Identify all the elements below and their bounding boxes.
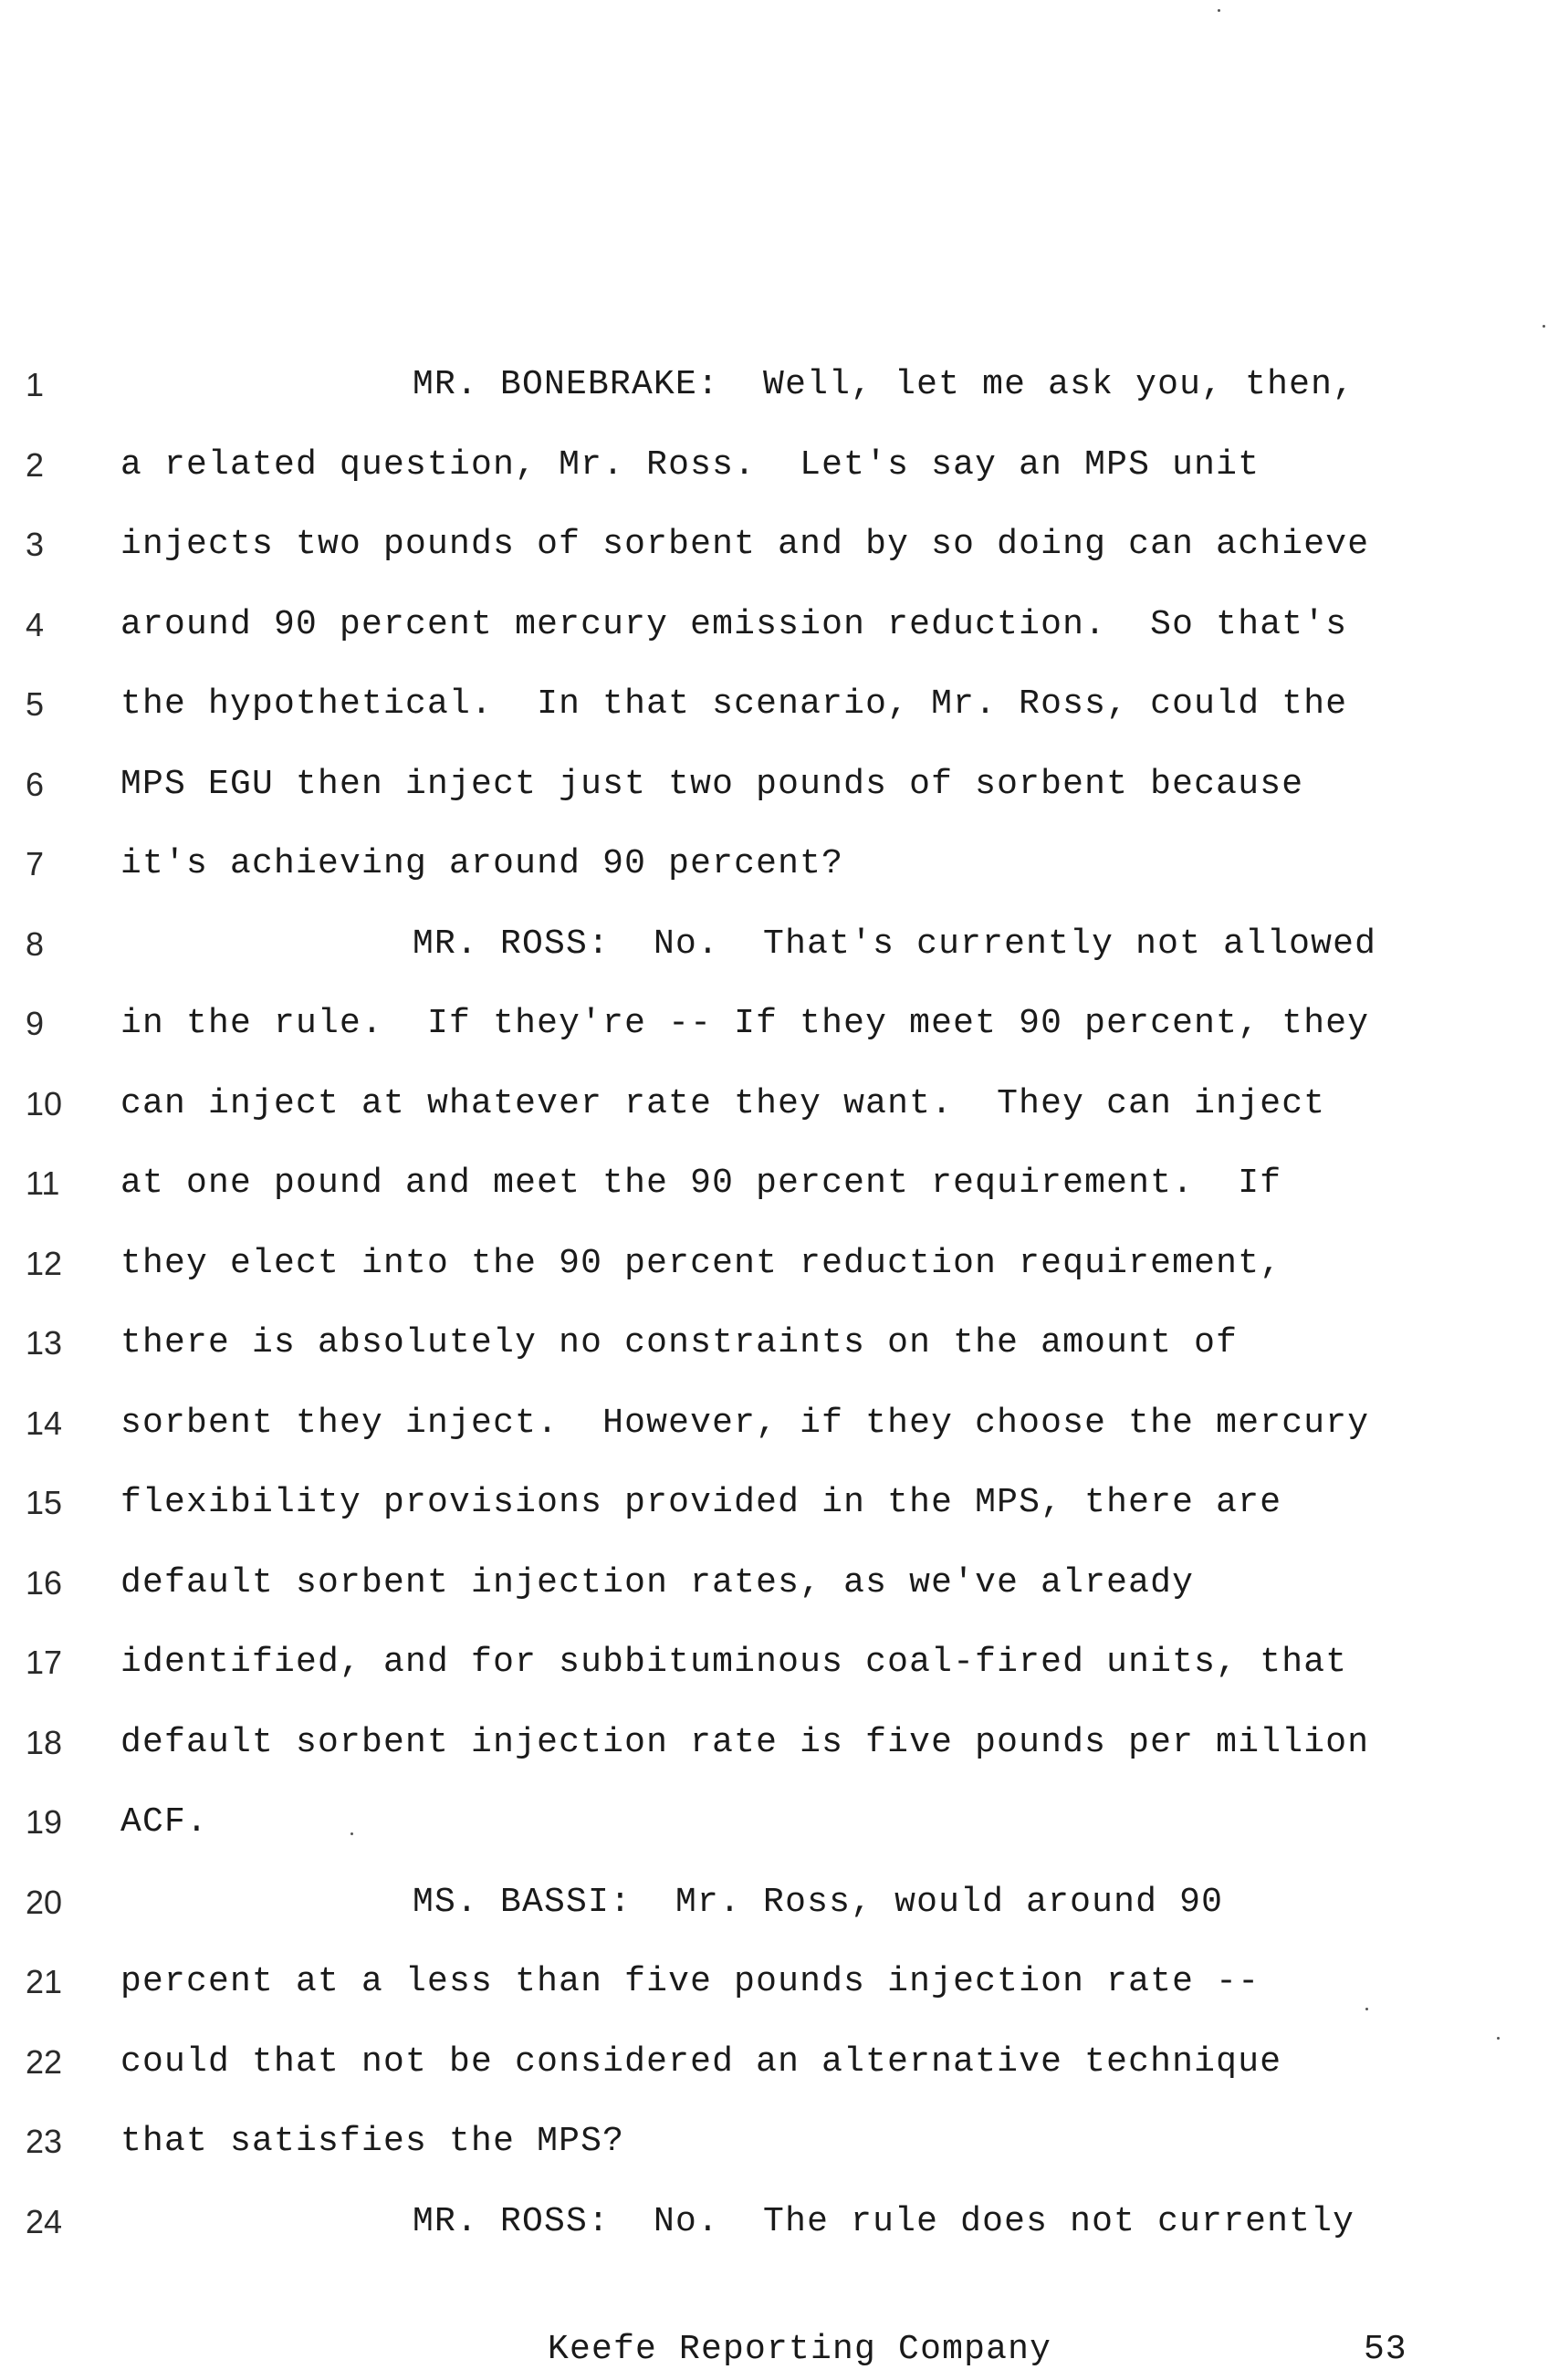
line-text: MPS EGU then inject just two pounds of sorbent because: [120, 764, 1304, 804]
line-number: 2: [26, 445, 45, 484]
transcript-line: [0, 997, 1548, 1051]
line-number: 14: [26, 1404, 63, 1442]
scan-speck: [1543, 325, 1545, 328]
transcript-line: [0, 1955, 1548, 2009]
transcript-line: [0, 1476, 1548, 1530]
transcript-line: [0, 1795, 1548, 1850]
line-number: 3: [26, 526, 45, 563]
page-number: 53: [1364, 2330, 1407, 2369]
transcript-line: [0, 1875, 1548, 1930]
transcript-line: [0, 438, 1548, 493]
line-text: a related question, Mr. Ross. Let's say an MPS unit: [120, 444, 1260, 485]
line-number: 19: [26, 1803, 63, 1841]
line-number: 16: [26, 1563, 63, 1602]
line-text: flexibility provisions provided in the MPS, there are: [120, 1483, 1282, 1522]
line-number: 10: [26, 1084, 63, 1122]
line-number: 9: [26, 1005, 45, 1042]
line-number: 20: [26, 1883, 63, 1921]
line-text: the hypothetical. In that scenario, Mr. Ross, could the: [120, 684, 1348, 724]
line-number: 5: [26, 685, 45, 723]
line-text: could that not be considered an alternative technique: [120, 2041, 1282, 2082]
line-number: 7: [26, 845, 45, 882]
transcript-line: [0, 1077, 1548, 1132]
transcript-line: [0, 1396, 1548, 1451]
line-number: 18: [26, 1723, 63, 1761]
line-number: 12: [26, 1244, 63, 1282]
transcript-line: [0, 598, 1548, 652]
line-text: default sorbent injection rate is five pounds per million: [120, 1722, 1370, 1762]
line-text: MR. ROSS: No. The rule does not currently: [413, 2201, 1355, 2241]
transcript-line: [0, 1635, 1548, 1690]
transcript-line: [0, 757, 1548, 812]
line-text: MR. ROSS: No. That's currently not allowed: [413, 924, 1377, 964]
line-text: identified, and for subbituminous coal-fired units, that: [120, 1643, 1348, 1682]
line-number: 4: [26, 605, 45, 643]
transcript-line: [0, 1156, 1548, 1211]
line-number: 6: [26, 765, 45, 803]
line-text: sorbent they inject. However, if they choose the mercury: [120, 1403, 1370, 1443]
line-text: it's achieving around 90 percent?: [120, 844, 844, 883]
line-text: MR. BONEBRAKE: Well, let me ask you, then,: [413, 365, 1355, 404]
line-text: MS. BASSI: Mr. Ross, would around 90: [413, 1882, 1224, 1922]
transcript-line: [0, 1316, 1548, 1371]
line-number: 13: [26, 1324, 63, 1362]
line-text: in the rule. If they're -- If they meet 90 percent, they: [120, 1004, 1370, 1043]
line-text: can inject at whatever rate they want. They can inject: [120, 1083, 1326, 1123]
transcript-line: [0, 917, 1548, 972]
page-footer: [0, 2327, 1548, 2373]
reporting-company: Keefe Reporting Company: [548, 2330, 1052, 2369]
scan-speck: [1218, 9, 1220, 12]
line-text: percent at a less than five pounds injection rate --: [120, 1962, 1260, 2001]
transcript-line: [0, 1237, 1548, 1291]
line-number: 24: [26, 2202, 63, 2240]
line-text: that satisfies the MPS?: [120, 2122, 625, 2161]
transcript-line: [0, 517, 1548, 572]
transcript-line: [0, 1716, 1548, 1770]
line-number: 23: [26, 2123, 63, 2160]
line-number: 15: [26, 1484, 63, 1521]
line-text: default sorbent injection rates, as we've already: [120, 1562, 1195, 1602]
line-text: there is absolutely no constraints on the amount of: [120, 1323, 1239, 1362]
line-text: around 90 percent mercury emission reduction. So that's: [120, 604, 1348, 644]
line-number: 22: [26, 2042, 63, 2081]
line-text: injects two pounds of sorbent and by so doing can achieve: [120, 525, 1370, 564]
transcript-line: [0, 2035, 1548, 2090]
line-number: 21: [26, 1963, 63, 2000]
line-number: 8: [26, 924, 45, 963]
line-text: they elect into the 90 percent reduction requirement,: [120, 1243, 1282, 1283]
line-number: 11: [26, 1164, 60, 1202]
line-number: 1: [26, 366, 45, 403]
line-text: ACF.: [120, 1802, 209, 1842]
transcript-line: [0, 358, 1548, 412]
line-number: 17: [26, 1644, 63, 1681]
transcript-line: [0, 2114, 1548, 2169]
transcript-line: [0, 837, 1548, 892]
line-text: at one pound and meet the 90 percent requirement. If: [120, 1164, 1282, 1203]
transcript-line: [0, 677, 1548, 732]
transcript-line: [0, 1556, 1548, 1611]
transcript-line: [0, 2195, 1548, 2250]
